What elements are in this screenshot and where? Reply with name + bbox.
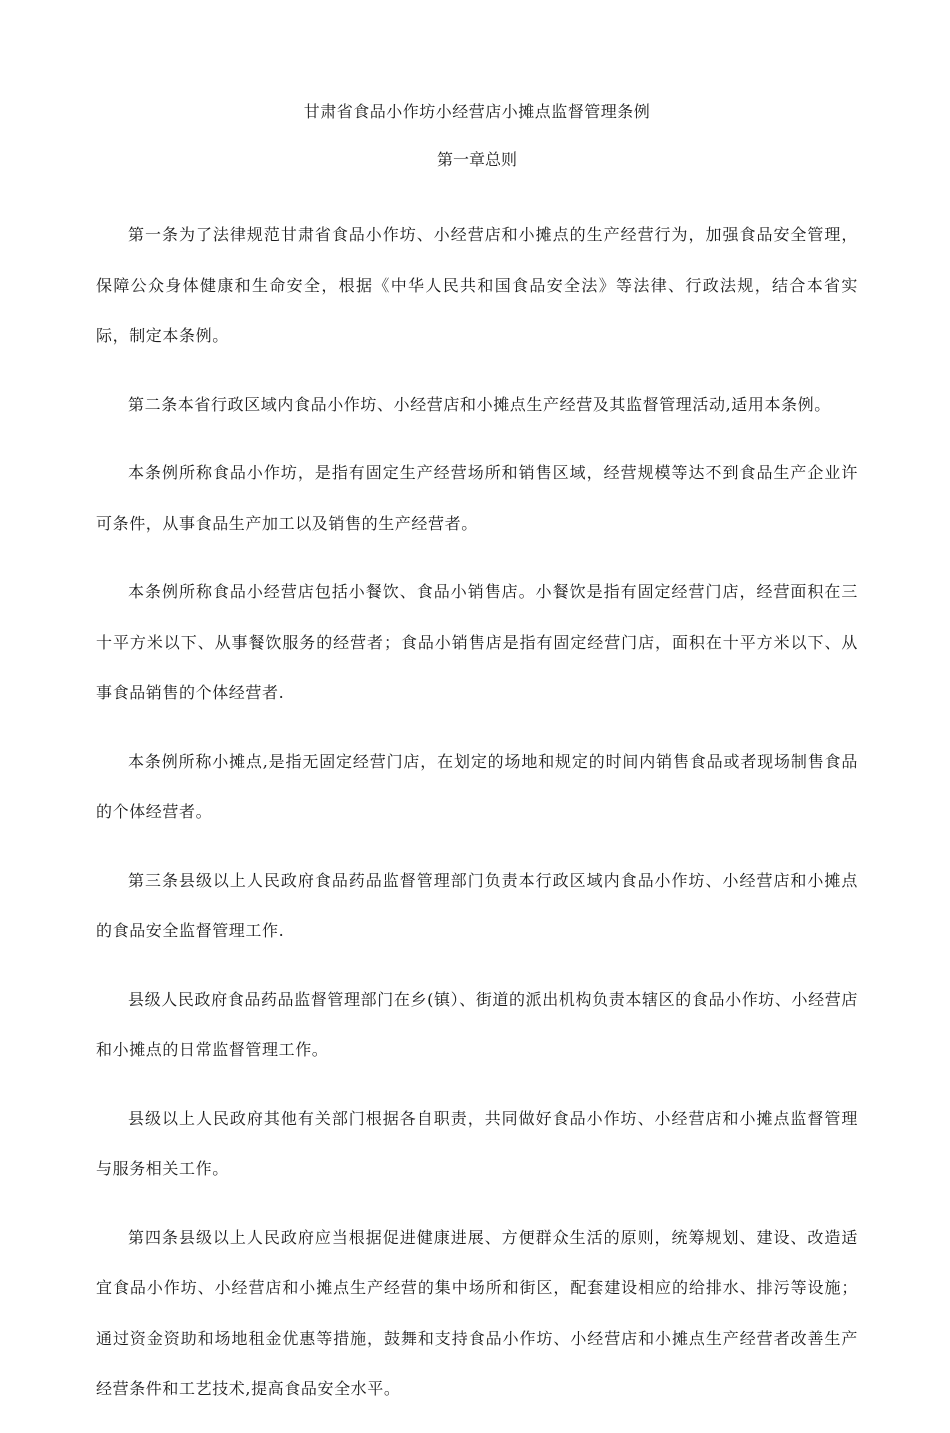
paragraph-stall-definition: 本条例所称小摊点,是指无固定经营门店，在划定的场地和规定的时间内销售食品或者现场制售食品的个体经营者。 [96,751,858,821]
document-page [96,0,858,1398]
document-title: 甘肃省食品小作坊小经营店小摊点监督管理条例 [303,102,651,121]
document-body [96,210,858,1433]
paragraph-article-4: 第四条县级以上人民政府应当根据促进健康进展、方便群众生活的原则，统筹规划、建设、改造适宜食品小作坊、小经营店和小摊点生产经营的集中场所和街区，配套建设相应的给排水、排污等设施；通过资金资助和场地租金优惠等措施，鼓舞和支持食品小作坊、小经营店和小摊点生产经营者改善生产经营条件和工艺技术,提高食品安全水平。 [96,1227,858,1398]
paragraph-article-3: 第三条县级以上人民政府食品药品监督管理部门负责本行政区域内食品小作坊、小经营店和小摊点的食品安全监督管理工作. [96,870,858,940]
paragraph-county-agency: 县级人民政府食品药品监督管理部门在乡(镇）、街道的派出机构负责本辖区的食品小作坊、小经营店和小摊点的日常监督管理工作。 [96,989,858,1059]
paragraph-article-1: 第一条为了法律规范甘肃省食品小作坊、小经营店和小摊点的生产经营行为，加强食品安全管理，保障公众身体健康和生命安全，根据《中华人民共和国食品安全法》等法律、行政法规，结合本省实际，制定本条例。 [96,225,858,345]
chapter-title: 第一章总则 [436,150,517,169]
paragraph-small-shop-definition: 本条例所称食品小经营店包括小餐饮、食品小销售店。小餐饮是指有固定经营门店，经营面积在三十平方米以下、从事餐饮服务的经营者；食品小销售店是指有固定经营门店，面积在十平方米以下、从事食品销售的个体经营者. [96,582,858,702]
paragraph-article-2: 第二条本省行政区域内食品小作坊、小经营店和小摊点生产经营及其监督管理活动,适用本条例。 [128,394,831,414]
paragraph-workshop-definition: 本条例所称食品小作坊，是指有固定生产经营场所和销售区域，经营规模等达不到食品生产企业许可条件，从事食品生产加工以及销售的生产经营者。 [96,463,858,533]
paragraph-other-departments: 县级以上人民政府其他有关部门根据各自职责，共同做好食品小作坊、小经营店和小摊点监督管理与服务相关工作。 [96,1108,858,1178]
